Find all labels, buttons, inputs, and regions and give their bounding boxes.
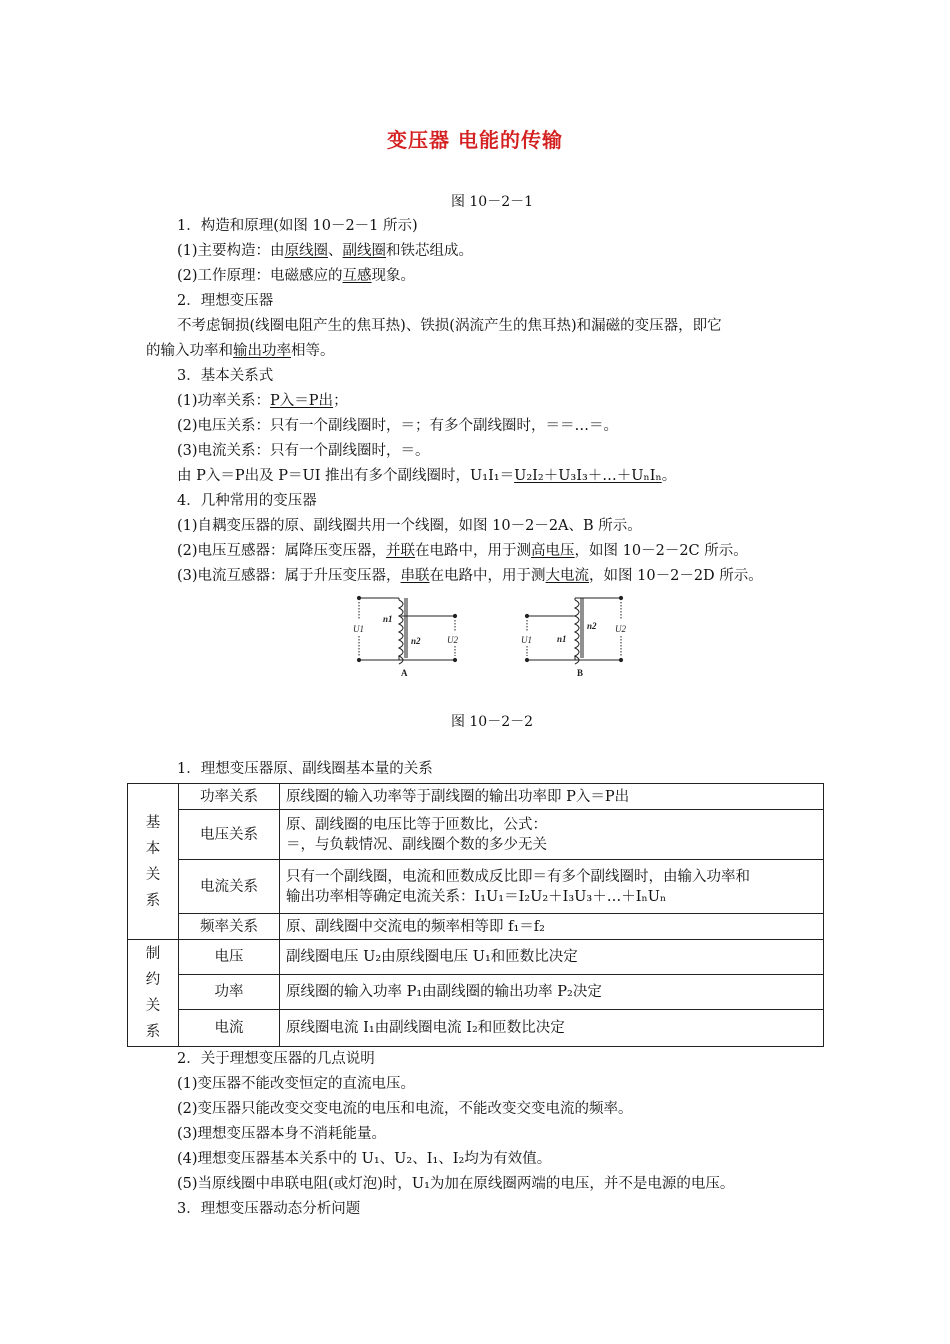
label-a-n1: n1 (383, 614, 393, 624)
relation-current: (3)电流关系：只有一个副线圈时，＝。 (177, 443, 430, 459)
label-a-n2: n2 (411, 636, 421, 646)
note-5: (5)当原线圈中串联电阻(或灯泡)时，U₁为加在原线圈两端的电压，并不是电源的电压。 (177, 1176, 735, 1192)
transformer-auto: (1)自耦变压器的原、副线圈共用一个线圈，如图 10－2－2A、B 所示。 (177, 518, 642, 534)
row-key: 电压关系 (179, 810, 280, 860)
transformer-current: (3)电流互感器：属于升压变压器，串联在电路中，用于测大电流，如图 10－2－2D 所示。 (177, 568, 763, 584)
row-value: 原线圈的输入功率 P₁由副线圈的输出功率 P₂决定 (280, 974, 824, 1009)
paragraph-principle: (2)工作原理：电磁感应的互感现象。 (177, 268, 416, 284)
label-b: B (577, 668, 584, 678)
relation-table (127, 783, 824, 1047)
section-heading-1: 1．构造和原理(如图 10－2－1 所示) (177, 218, 418, 234)
row-value: 原线圈电流 I₁由副线圈电流 I₂和匝数比决定 (280, 1009, 824, 1046)
table-heading: 1．理想变压器原、副线圈基本量的关系 (177, 761, 433, 777)
group-basic: 基 本 关 系 (128, 784, 179, 940)
relation-power: (1)功率关系：P入＝P出； (177, 393, 348, 409)
label-a-u2: U2 (447, 635, 458, 645)
label-a: A (401, 668, 408, 678)
row-key: 功率 (179, 974, 280, 1009)
label-b-n1: n1 (557, 634, 567, 644)
note-2: (2)变压器只能改变交变电流的电压和电流，不能改变交变电流的频率。 (177, 1101, 633, 1117)
page-title: 变压器 电能的传输 (387, 128, 563, 152)
row-value: 副线圈电压 U₂由原线圈电压 U₁和匝数比决定 (280, 940, 824, 975)
label-b-n2: n2 (587, 621, 597, 631)
relation-multi-coil: 由 P入＝P出及 P＝UI 推出有多个副线圈时，U₁I₁＝U₂I₂＋U₃I₃＋…＋UₙIₙ。 (177, 468, 677, 484)
notes-heading: 2．关于理想变压器的几点说明 (177, 1051, 375, 1067)
label-a-u1: U1 (353, 624, 364, 634)
circuit-a (353, 596, 458, 678)
paragraph-structure: (1)主要构造：由原线圈、副线圈和铁芯组成。 (177, 243, 474, 259)
paragraph-ideal-1: 不考虑铜损(线圈电阻产生的焦耳热)、铁损(涡流产生的焦耳热)和漏磁的变压器，即它 (177, 318, 722, 334)
row-value: 原、副线圈的电压比等于匝数比，公式： ＝，与负载情况、副线圈个数的多少无关 (280, 810, 824, 860)
figure-caption-1: 图 10－2－1 (450, 194, 534, 210)
relation-voltage: (2)电压关系：只有一个副线圈时，＝；有多个副线圈时，＝＝…＝。 (177, 418, 619, 434)
note-1: (1)变压器不能改变恒定的直流电压。 (177, 1076, 416, 1092)
row-key: 电流 (179, 1009, 280, 1046)
label-b-u2: U2 (615, 624, 626, 634)
circuit-b (521, 596, 626, 678)
row-key: 电压 (179, 940, 280, 975)
section-heading-dynamic: 3．理想变压器动态分析问题 (177, 1201, 361, 1217)
section-heading-3: 3．基本关系式 (177, 368, 274, 384)
label-b-u1: U1 (521, 635, 532, 645)
section-heading-2: 2．理想变压器 (177, 293, 274, 309)
row-value: 只有一个副线圈，电流和匝数成反比即＝有多个副线圈时，由输入功率和 输出功率相等确定电流关系：I₁U₁＝I₂U₂＋I₃U₃＋…＋IₙUₙ (280, 860, 824, 914)
figure-caption-2: 图 10－2－2 (450, 714, 534, 730)
row-key: 频率关系 (179, 914, 280, 940)
note-4: (4)理想变压器基本关系中的 U₁、U₂、I₁、I₂均为有效值。 (177, 1151, 552, 1167)
row-value: 原、副线圈中交流电的频率相等即 f₁＝f₂ (280, 914, 824, 940)
paragraph-ideal-2: 的输入功率和输出功率相等。 (146, 343, 335, 359)
row-key: 电流关系 (179, 860, 280, 914)
section-heading-4: 4．几种常用的变压器 (177, 493, 317, 509)
row-value: 原线圈的输入功率等于副线圈的输出功率即 P入＝P出 (280, 784, 824, 810)
note-3: (3)理想变压器本身不消耗能量。 (177, 1126, 387, 1142)
transformer-voltage: (2)电压互感器：属降压变压器，并联在电路中，用于测高电压，如图 10－2－2C 所示。 (177, 543, 748, 559)
row-key: 功率关系 (179, 784, 280, 810)
group-constraint: 制 约 关 系 (128, 940, 179, 1047)
autotransformer-diagram (345, 592, 645, 682)
